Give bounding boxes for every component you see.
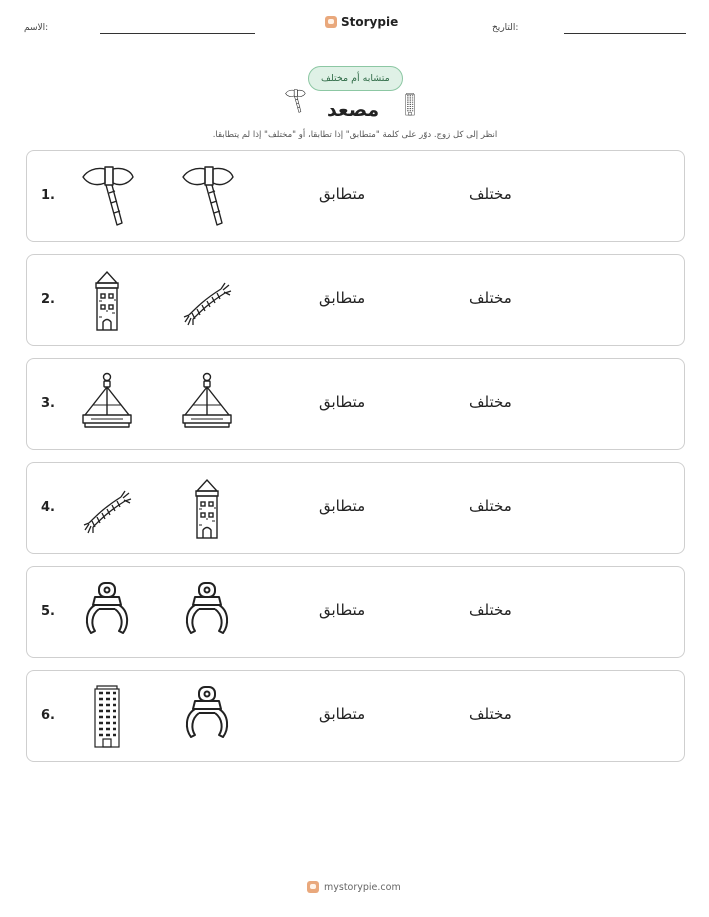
question-row-3 xyxy=(26,358,685,450)
grabber-icon xyxy=(79,579,135,645)
question-row-2 xyxy=(26,254,685,346)
different-option[interactable]: مختلف xyxy=(469,705,512,723)
different-option[interactable]: مختلف xyxy=(469,393,512,411)
storypie-logo-icon xyxy=(325,16,337,28)
same-option[interactable]: متطابق xyxy=(319,185,366,203)
instructions: انظر إلى كل زوج. دوّر على كلمة "متطابق" إذا تطابقا، أو "مختلف" إذا لم يتطابقا. xyxy=(212,130,498,140)
name-line[interactable] xyxy=(100,33,255,34)
different-option[interactable]: مختلف xyxy=(469,601,512,619)
question-row-6 xyxy=(26,670,685,762)
same-option[interactable]: متطابق xyxy=(319,393,366,411)
rope-icon xyxy=(79,475,135,541)
row-number: 5. xyxy=(41,604,55,619)
platform-icon xyxy=(79,371,135,437)
grabber-icon xyxy=(179,579,235,645)
different-option[interactable]: مختلف xyxy=(469,185,512,203)
different-option[interactable]: مختلف xyxy=(469,289,512,307)
question-row-1 xyxy=(26,150,685,242)
question-row-4 xyxy=(26,462,685,554)
platform-icon xyxy=(179,371,235,437)
rope-icon xyxy=(179,267,235,333)
footer-site[interactable]: mystorypie.com xyxy=(324,881,401,893)
tower-icon xyxy=(179,475,235,541)
date-line[interactable] xyxy=(564,33,686,34)
axe-icon xyxy=(79,163,135,229)
brand xyxy=(325,15,398,29)
footer xyxy=(307,881,401,893)
row-number: 4. xyxy=(41,500,55,515)
axe-icon xyxy=(284,88,306,114)
question-row-5 xyxy=(26,566,685,658)
row-number: 3. xyxy=(41,396,55,411)
same-option[interactable]: متطابق xyxy=(319,601,366,619)
building-icon xyxy=(79,683,135,749)
brand-name: Storypie xyxy=(341,15,399,29)
same-option[interactable]: متطابق xyxy=(319,289,366,307)
row-number: 6. xyxy=(41,708,55,723)
building-icon xyxy=(400,90,420,118)
same-option[interactable]: متطابق xyxy=(319,497,366,515)
name-label: الاسم: xyxy=(24,23,49,33)
tower-icon xyxy=(79,267,135,333)
row-number: 2. xyxy=(41,292,55,307)
target-word: مصعد xyxy=(327,99,380,121)
worksheet-badge: متشابه أم مختلف xyxy=(308,66,403,91)
different-option[interactable]: مختلف xyxy=(469,497,512,515)
grabber-icon xyxy=(179,683,235,749)
axe-icon xyxy=(179,163,235,229)
date-label: التاريخ: xyxy=(492,23,519,33)
row-number: 1. xyxy=(41,188,55,203)
same-option[interactable]: متطابق xyxy=(319,705,366,723)
storypie-logo-icon xyxy=(307,881,319,893)
